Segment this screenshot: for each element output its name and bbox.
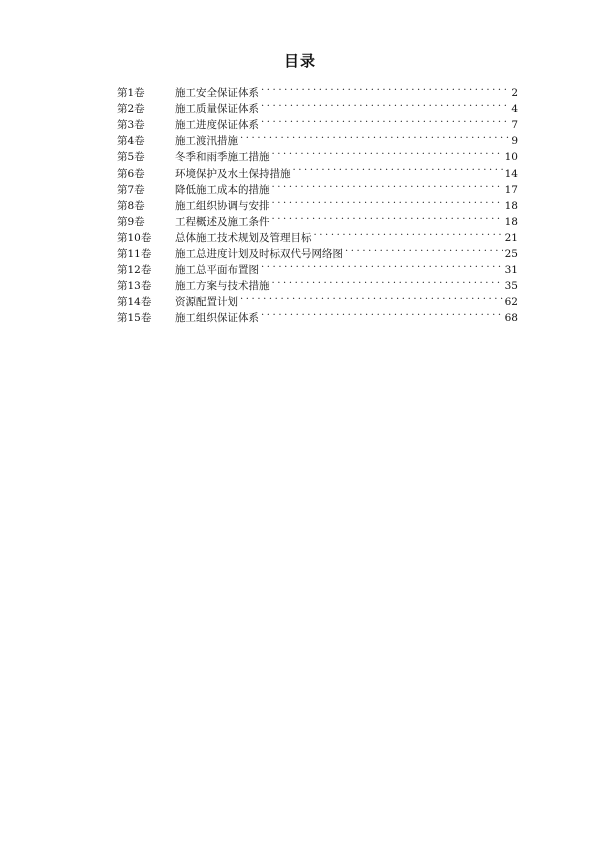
- toc-volume-number: 第2卷: [117, 103, 145, 116]
- toc-entry-title: 资源配置计划: [175, 296, 238, 309]
- toc-volume-number: 第12卷: [117, 264, 152, 277]
- toc-entry-title: 冬季和雨季施工措施: [175, 151, 270, 164]
- toc-entry[interactable]: [117, 80, 518, 100]
- dot-leader: [261, 112, 509, 128]
- toc-volume-number: 第8卷: [117, 199, 145, 212]
- dot-leader: [345, 241, 503, 257]
- toc-page-number: 25: [504, 248, 518, 261]
- toc-volume-number: 第15卷: [117, 312, 152, 325]
- dot-leader: [261, 305, 503, 321]
- toc-entry-title: 施工总平面布置图: [175, 264, 259, 277]
- toc-volume-number: 第4卷: [117, 135, 145, 148]
- dot-leader: [293, 160, 503, 176]
- dot-leader: [240, 128, 509, 144]
- toc-page-number: 31: [504, 264, 518, 277]
- toc-volume-number: 第13卷: [117, 280, 152, 293]
- dot-leader: [272, 209, 503, 225]
- toc-page-number: 17: [504, 183, 518, 196]
- toc-title: 目录: [283, 52, 316, 70]
- dot-leader: [240, 289, 503, 305]
- toc-entry-title: 施工进度保证体系: [175, 119, 259, 132]
- toc-entry-title: 工程概述及施工条件: [175, 215, 270, 228]
- toc-volume-number: 第1卷: [117, 87, 145, 100]
- toc-page-number: 21: [504, 231, 518, 244]
- dot-leader: [272, 273, 503, 289]
- toc-entry-title: 施工方案与技术措施: [175, 280, 270, 293]
- dot-leader: [272, 144, 503, 160]
- toc-volume-number: 第14卷: [117, 296, 152, 309]
- toc-page-number: 14: [504, 167, 518, 180]
- toc-page-number: 18: [504, 199, 518, 212]
- toc-volume-number: 第10卷: [117, 231, 152, 244]
- dot-leader: [314, 225, 503, 241]
- toc-volume-number: 第7卷: [117, 183, 145, 196]
- toc-volume-number: 第5卷: [117, 151, 145, 164]
- toc-list: [117, 80, 518, 325]
- toc-page-number: 35: [504, 280, 518, 293]
- toc-entry-title: 降低施工成本的措施: [175, 183, 270, 196]
- toc-page-number: 2: [511, 87, 518, 100]
- dot-leader: [261, 96, 509, 112]
- dot-leader: [261, 257, 503, 273]
- toc-page-number: 7: [511, 119, 518, 132]
- dot-leader: [261, 80, 509, 96]
- toc-entry-title: 施工总进度计划及时标双代号网络图: [175, 248, 343, 261]
- toc-entry-title: 施工渡汛措施: [175, 135, 238, 148]
- toc-page-number: 10: [504, 151, 518, 164]
- dot-leader: [272, 193, 503, 209]
- toc-page-number: 62: [504, 296, 518, 309]
- toc-entry-title: 施工质量保证体系: [175, 103, 259, 116]
- toc-volume-number: 第11卷: [117, 248, 152, 261]
- toc-entry-title: 环境保护及水土保持措施: [175, 167, 291, 180]
- toc-page-number: 4: [511, 103, 518, 116]
- toc-page-number: 68: [504, 312, 518, 325]
- toc-volume-number: 第6卷: [117, 167, 145, 180]
- toc-page-number: 18: [504, 215, 518, 228]
- toc-page-number: 9: [511, 135, 518, 148]
- toc-volume-number: 第3卷: [117, 119, 145, 132]
- dot-leader: [272, 177, 503, 193]
- toc-entry-title: 施工安全保证体系: [175, 87, 259, 100]
- toc-entry-title: 施工组织保证体系: [175, 312, 259, 325]
- toc-volume-number: 第9卷: [117, 215, 145, 228]
- toc-entry-title: 施工组织协调与安排: [175, 199, 270, 212]
- toc-entry-title: 总体施工技术规划及管理目标: [175, 231, 312, 244]
